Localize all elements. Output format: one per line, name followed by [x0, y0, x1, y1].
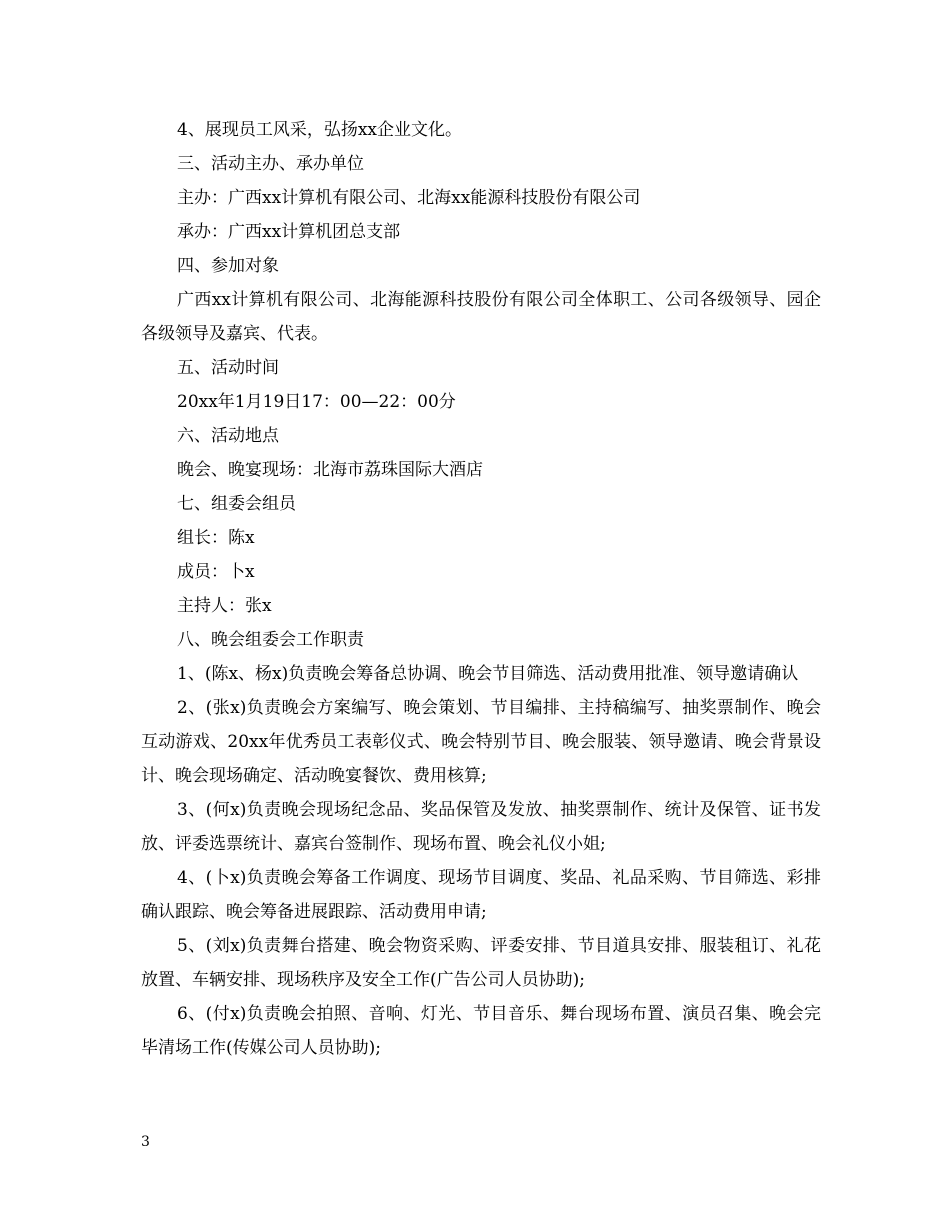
paragraph-location: 晚会、晚宴现场：北海市荔珠国际大酒店 [177, 460, 483, 480]
heading-organizers: 三、活动主办、承办单位 [177, 154, 364, 174]
paragraph-host-person: 主持人：张x [177, 596, 272, 616]
paragraph-duty-5: 5、(刘x)负责舞台搭建、晚会物资采购、评委安排、节目道具安排、服装租订、礼花放置、车辆安排、现场秩序及安全工作(广告公司人员协助); [141, 936, 821, 990]
heading-location: 六、活动地点 [177, 426, 279, 446]
paragraph-duty-2: 2、(张x)负责晚会方案编写、晚会策划、节目编排、主持稿编写、抽奖票制作、晚会互动游戏、20xx年优秀员工表彰仪式、晚会特别节目、晚会服装、领导邀请、晚会背景设计、晚会现场确定、活动晚宴餐饮、费用核算; [141, 698, 821, 786]
paragraph-participants: 广西xx计算机有限公司、北海能源科技股份有限公司全体职工、公司各级领导、园企各级领导及嘉宾、代表。 [141, 290, 821, 344]
paragraph-undertaker: 承办：广西xx计算机团总支部 [177, 222, 401, 242]
paragraph-time: 20xx年1月19日17：00—22：00分 [177, 392, 456, 412]
page-number: 3 [141, 1134, 150, 1150]
paragraph-duty-4: 4、(卜x)负责晚会筹备工作调度、现场节目调度、奖品、礼品采购、节目筛选、彩排确认跟踪、晚会筹备进展跟踪、活动费用申请; [141, 868, 821, 922]
heading-committee: 七、组委会组员 [177, 494, 296, 514]
heading-duties: 八、晚会组委会工作职责 [177, 630, 364, 650]
document-body [141, 113, 821, 1065]
paragraph-duty-3: 3、(何x)负责晚会现场纪念品、奖品保管及发放、抽奖票制作、统计及保管、证书发放、评委选票统计、嘉宾台签制作、现场布置、晚会礼仪小姐; [141, 800, 821, 854]
paragraph-duty-1: 1、(陈x、杨x)负责晚会筹备总协调、晚会节目筛选、活动费用批准、领导邀请确认 [177, 664, 799, 684]
paragraph-duty-6: 6、(付x)负责晚会拍照、音响、灯光、节目音乐、舞台现场布置、演员召集、晚会完毕清场工作(传媒公司人员协助); [141, 1004, 821, 1058]
heading-time: 五、活动时间 [177, 358, 279, 378]
paragraph-goal-4: 4、展现员工风采，弘扬xx企业文化。 [177, 120, 462, 140]
heading-participants: 四、参加对象 [177, 256, 279, 276]
paragraph-leader: 组长：陈x [177, 528, 255, 548]
paragraph-members: 成员：卜x [177, 562, 255, 582]
paragraph-host: 主办：广西xx计算机有限公司、北海xx能源科技股份有限公司 [177, 188, 641, 208]
